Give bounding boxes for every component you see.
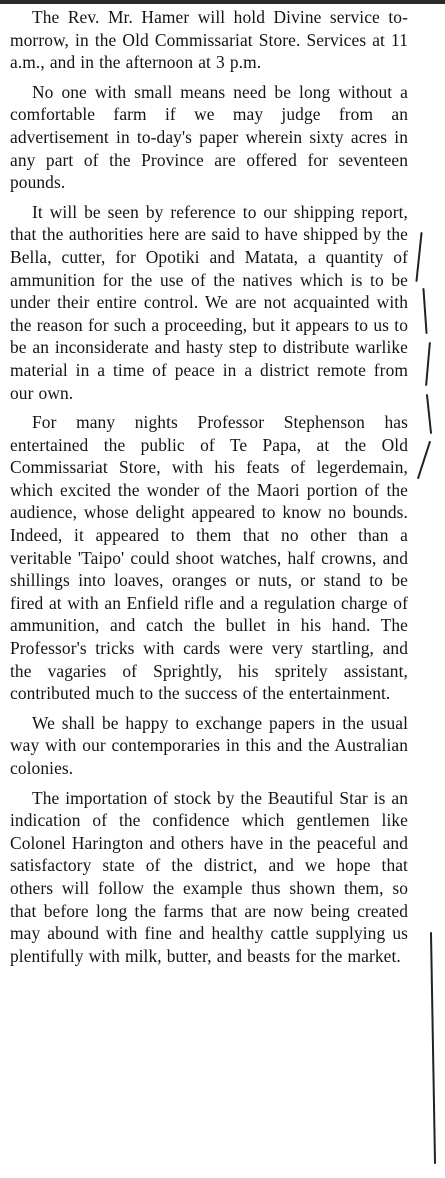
- paragraph-professor-stephenson: For many nights Professor Stephenson has entertained the public of Te Papa, at the Old Commissariat Store, with his feats of legerdemain, which excited the wonder of the Maori portion of the audience, whose delight appeared to know no bounds. Indeed, it appeared to them that no other than a veritable 'Taipo' could shoot watches, half crowns, and shillings into loaves, oranges or nuts, or stand to be fired at with an Enfield rifle and a regulation charge of ammunition, and catch the bullet in his hand. The Professor's tricks with cards were very startling, and the vagaries of Sprightly, his spritely assistant, contributed much to the success of the entertainment.: [10, 412, 408, 704]
- margin-annotation-mark: [415, 232, 422, 282]
- newspaper-column: [10, 6, 408, 974]
- margin-annotation-mark: [425, 342, 431, 386]
- margin-annotation-mark: [417, 441, 431, 480]
- paragraph-divine-service: The Rev. Mr. Hamer will hold Divine service to-morrow, in the Old Commissariat Store. Services at 11 a.m., and in the afternoon at 3 p.m.: [10, 7, 408, 73]
- margin-annotation-mark: [430, 932, 436, 1164]
- top-rule: [0, 0, 445, 4]
- margin-annotation-mark: [426, 394, 432, 434]
- paragraph-farm-advertisement: No one with small means need be long without a comfortable farm if we may judge from an advertisement in to-day's paper wherein sixty acres in any part of the Province are offered for seventeen pounds.: [10, 81, 408, 193]
- paragraph-stock-importation: The importation of stock by the Beautiful Star is an indication of the confidence which gentlemen like Colonel Harington and others have in the peaceful and satisfactory state of the district, and we hope that others will follow the example thus shown them, so that before long the farms that are now being created may abound with fine and healthy cattle supplying us plentifully with milk, butter, and beasts for the market.: [10, 787, 408, 966]
- margin-annotation-mark: [422, 288, 427, 334]
- paragraph-exchange-papers: We shall be happy to exchange papers in the usual way with our contemporaries in this and the Australian colonies.: [10, 712, 408, 778]
- paragraph-ammunition-shipment: It will be seen by reference to our shipping report, that the authorities here are said to have shipped by the Bella, cutter, for Opotiki and Matata, a quantity of ammunition for the use of the natives which is to be under their entire control. We are not acquainted with the reason for such a proceeding, but it appears to us to be an inconsiderate and hasty step to distribute warlike material in a time of peace in a district remote from our own.: [10, 201, 408, 403]
